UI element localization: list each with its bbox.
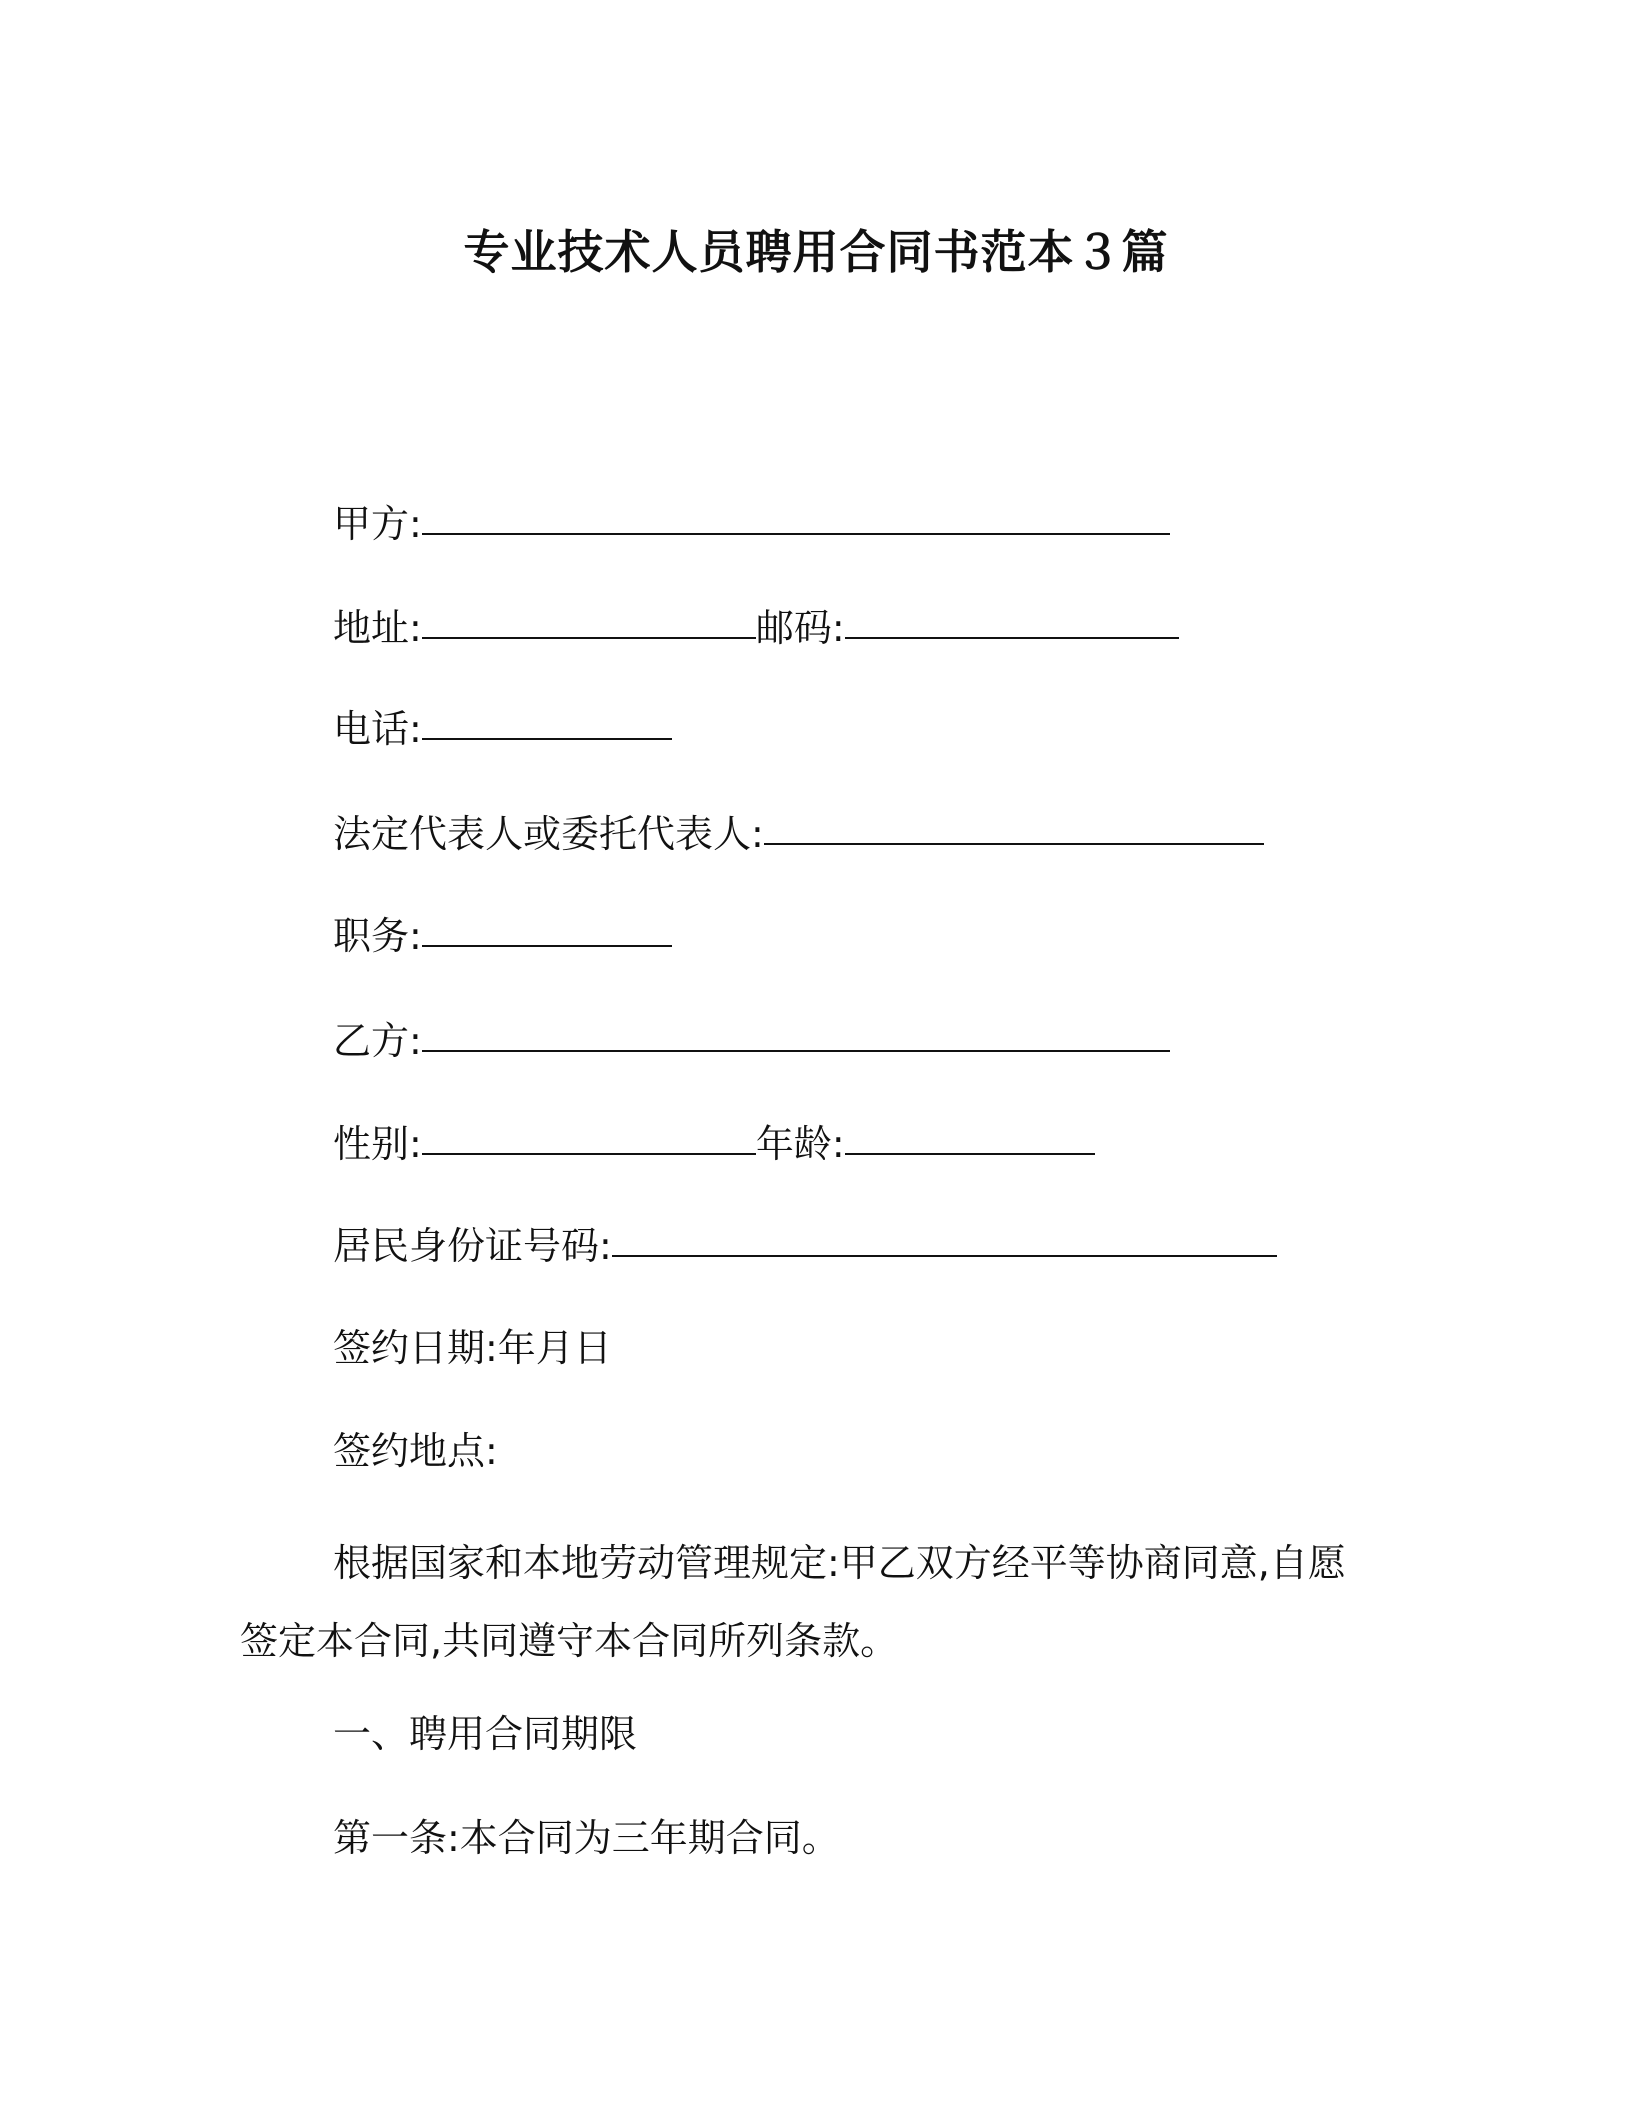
party-a-label: 甲方:	[333, 502, 422, 546]
party-b-line	[333, 1015, 1170, 1067]
sign-place-line	[333, 1425, 498, 1477]
id-number-label: 居民身份证号码:	[333, 1224, 612, 1268]
phone-blank[interactable]	[422, 702, 672, 740]
position-blank[interactable]	[422, 909, 672, 947]
address-line	[333, 602, 1179, 654]
id-number-line	[333, 1220, 1277, 1272]
age-label: 年龄:	[755, 1122, 845, 1166]
gender-blank[interactable]	[422, 1117, 756, 1155]
gender-line	[333, 1118, 1095, 1170]
party-b-blank[interactable]	[422, 1014, 1170, 1052]
postcode-label: 邮码:	[755, 606, 845, 650]
party-a-line	[333, 498, 1170, 550]
intro-paragraph: 根据国家和本地劳动管理规定:甲乙双方经平等协商同意,自愿签定本合同,共同遵守本合同所列条款。	[240, 1541, 1346, 1663]
postcode-blank[interactable]	[845, 601, 1179, 639]
position-label: 职务:	[333, 914, 422, 958]
sign-date-line	[333, 1322, 612, 1374]
representative-label: 法定代表人或委托代表人:	[333, 812, 764, 856]
representative-line	[333, 808, 1264, 860]
position-line	[333, 910, 672, 962]
id-number-blank[interactable]	[612, 1219, 1277, 1257]
phone-line	[333, 703, 672, 755]
representative-blank[interactable]	[764, 807, 1264, 845]
sign-place-label: 签约地点:	[333, 1429, 498, 1473]
article-1: 第一条:本合同为三年期合同。	[333, 1816, 840, 1860]
age-blank[interactable]	[845, 1117, 1095, 1155]
document-title: 专业技术人员聘用合同书范本３篇	[463, 225, 1169, 279]
party-b-label: 乙方:	[333, 1019, 422, 1063]
gender-label: 性别:	[333, 1122, 422, 1166]
address-label: 地址:	[333, 606, 422, 650]
party-a-blank[interactable]	[422, 497, 1170, 535]
address-blank[interactable]	[422, 601, 756, 639]
section-1-heading: 一、聘用合同期限	[333, 1712, 638, 1756]
phone-label: 电话:	[333, 707, 422, 751]
sign-date-label: 签约日期:年月日	[333, 1326, 612, 1370]
